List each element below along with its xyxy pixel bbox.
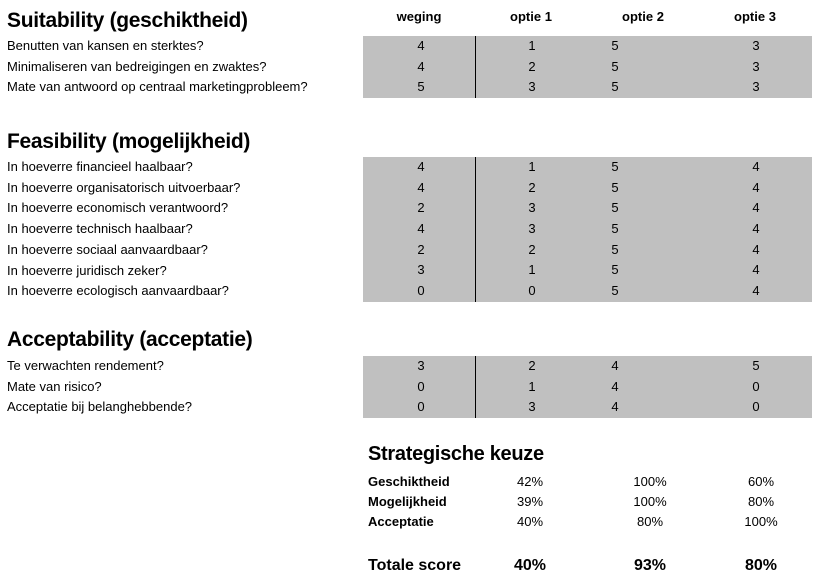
criterion-label: In hoeverre economisch verantwoord? bbox=[7, 200, 229, 216]
weight-cell[interactable]: 3 bbox=[417, 358, 425, 373]
option-2-cell[interactable]: 5 bbox=[611, 58, 619, 74]
criterion-label: In hoeverre sociaal aanvaardbaar? bbox=[7, 241, 208, 257]
option-1-cell[interactable]: 2 bbox=[528, 58, 536, 74]
table-row bbox=[363, 198, 812, 219]
option-1-percent[interactable]: 40% bbox=[516, 514, 544, 529]
table-row bbox=[363, 157, 812, 178]
option-2-cell[interactable]: 5 bbox=[611, 262, 619, 278]
summary-title: Strategische keuze bbox=[368, 443, 544, 465]
option-3-cell[interactable]: 3 bbox=[752, 38, 760, 53]
criterion-label: Mate van antwoord op centraal marketingprobleem? bbox=[7, 79, 308, 95]
column-header-optie-3: optie 3 bbox=[734, 9, 776, 24]
option-2-cell[interactable]: 5 bbox=[611, 38, 619, 53]
weight-cell[interactable]: 4 bbox=[417, 38, 425, 53]
option-2-percent[interactable]: 100% bbox=[633, 474, 667, 489]
weight-cell[interactable]: 4 bbox=[417, 179, 425, 195]
column-header-weging: weging bbox=[396, 9, 442, 24]
option-2-total[interactable]: 93% bbox=[633, 557, 667, 574]
option-2-cell[interactable]: 4 bbox=[611, 378, 619, 394]
criterion-label: Acceptatie bij belanghebbende? bbox=[7, 399, 193, 415]
criterion-label: In hoeverre organisatorisch uitvoerbaar? bbox=[7, 179, 241, 195]
column-header-optie-1: optie 1 bbox=[510, 9, 552, 24]
option-2-cell[interactable]: 5 bbox=[611, 241, 619, 257]
summary-row-label: Acceptatie bbox=[368, 514, 434, 529]
option-3-cell[interactable]: 5 bbox=[752, 358, 760, 373]
criterion-label: In hoeverre technisch haalbaar? bbox=[7, 221, 193, 237]
option-1-percent[interactable]: 39% bbox=[516, 494, 544, 509]
option-3-cell[interactable]: 4 bbox=[752, 241, 760, 257]
criterion-label: Te verwachten rendement? bbox=[7, 358, 164, 373]
table-row bbox=[363, 240, 812, 261]
option-2-cell[interactable]: 4 bbox=[611, 399, 619, 415]
table-row bbox=[363, 77, 812, 98]
option-3-percent[interactable]: 80% bbox=[747, 494, 775, 509]
option-3-cell[interactable]: 4 bbox=[752, 262, 760, 278]
option-2-cell[interactable]: 5 bbox=[611, 79, 619, 95]
option-3-cell[interactable]: 4 bbox=[752, 179, 760, 195]
weight-cell[interactable]: 0 bbox=[417, 283, 425, 299]
table-row bbox=[363, 260, 812, 281]
section-title-feasibility: Feasibility (mogelijkheid) bbox=[7, 130, 251, 153]
weight-cell[interactable]: 5 bbox=[417, 79, 425, 95]
criterion-label: Minimaliseren van bedreigingen en zwaktes? bbox=[7, 58, 267, 74]
option-3-cell[interactable]: 3 bbox=[752, 58, 760, 74]
criterion-label: Benutten van kansen en sterktes? bbox=[7, 38, 204, 53]
weight-cell[interactable]: 4 bbox=[417, 221, 425, 237]
option-2-cell[interactable]: 5 bbox=[611, 221, 619, 237]
table-row bbox=[363, 178, 812, 199]
option-2-cell[interactable]: 5 bbox=[611, 159, 619, 174]
option-1-cell[interactable]: 0 bbox=[528, 283, 536, 299]
weight-cell[interactable]: 0 bbox=[417, 399, 425, 415]
summary-row-mogelijkheid bbox=[368, 492, 812, 512]
option-1-total[interactable]: 40% bbox=[513, 557, 547, 574]
suitability-scores-grid bbox=[363, 36, 812, 98]
option-3-cell[interactable]: 4 bbox=[752, 221, 760, 237]
total-score-row bbox=[368, 554, 812, 578]
acceptability-scores-grid bbox=[363, 356, 812, 418]
option-3-percent[interactable]: 100% bbox=[744, 514, 778, 529]
option-1-cell[interactable]: 3 bbox=[528, 221, 536, 237]
summary-row-geschiktheid bbox=[368, 472, 812, 492]
option-1-cell[interactable]: 2 bbox=[528, 179, 536, 195]
criterion-label: In hoeverre juridisch zeker? bbox=[7, 262, 167, 278]
option-2-cell[interactable]: 5 bbox=[611, 283, 619, 299]
table-row bbox=[363, 377, 812, 398]
criterion-label: Mate van risico? bbox=[7, 378, 102, 394]
option-2-cell[interactable]: 4 bbox=[611, 358, 619, 373]
option-1-cell[interactable]: 3 bbox=[528, 200, 536, 216]
option-1-cell[interactable]: 3 bbox=[528, 79, 536, 95]
criterion-label: In hoeverre ecologisch aanvaardbaar? bbox=[7, 283, 229, 299]
table-row bbox=[363, 281, 812, 302]
option-3-total[interactable]: 80% bbox=[744, 557, 778, 574]
weight-cell[interactable]: 4 bbox=[417, 159, 425, 174]
weight-cell[interactable]: 2 bbox=[417, 200, 425, 216]
option-1-percent[interactable]: 42% bbox=[516, 474, 544, 489]
table-row bbox=[363, 356, 812, 377]
summary-row-label: Geschiktheid bbox=[368, 474, 450, 489]
option-1-cell[interactable]: 1 bbox=[528, 159, 536, 174]
option-3-cell[interactable]: 3 bbox=[752, 79, 760, 95]
criterion-label: In hoeverre financieel haalbaar? bbox=[7, 159, 193, 174]
table-row bbox=[363, 36, 812, 57]
feasibility-scores-grid bbox=[363, 157, 812, 302]
option-3-cell[interactable]: 0 bbox=[752, 399, 760, 415]
option-1-cell[interactable]: 3 bbox=[528, 399, 536, 415]
section-title-acceptability: Acceptability (acceptatie) bbox=[7, 328, 253, 351]
option-2-cell[interactable]: 5 bbox=[611, 179, 619, 195]
weight-cell[interactable]: 2 bbox=[417, 241, 425, 257]
option-2-percent[interactable]: 80% bbox=[636, 514, 664, 529]
option-2-percent[interactable]: 100% bbox=[633, 494, 667, 509]
option-3-cell[interactable]: 4 bbox=[752, 283, 760, 299]
table-row bbox=[363, 219, 812, 240]
summary-row-label: Mogelijkheid bbox=[368, 494, 447, 509]
option-2-cell[interactable]: 5 bbox=[611, 200, 619, 216]
summary-row-acceptatie bbox=[368, 512, 812, 532]
option-1-cell[interactable]: 1 bbox=[528, 38, 536, 53]
option-1-cell[interactable]: 2 bbox=[528, 358, 536, 373]
option-1-cell[interactable]: 2 bbox=[528, 241, 536, 257]
weight-cell[interactable]: 0 bbox=[417, 378, 425, 394]
weight-cell[interactable]: 4 bbox=[417, 58, 425, 74]
option-3-percent[interactable]: 60% bbox=[747, 474, 775, 489]
column-header-optie-2: optie 2 bbox=[622, 9, 664, 24]
section-title-suitability: Suitability (geschiktheid) bbox=[7, 9, 248, 32]
option-3-cell[interactable]: 4 bbox=[752, 200, 760, 216]
total-score-label: Totale score bbox=[368, 557, 462, 574]
table-row bbox=[363, 397, 812, 418]
option-1-cell[interactable]: 1 bbox=[528, 262, 536, 278]
option-1-cell[interactable]: 1 bbox=[528, 378, 536, 394]
table-row bbox=[363, 57, 812, 78]
weight-cell[interactable]: 3 bbox=[417, 262, 425, 278]
option-3-cell[interactable]: 4 bbox=[752, 159, 760, 174]
option-3-cell[interactable]: 0 bbox=[752, 378, 760, 394]
